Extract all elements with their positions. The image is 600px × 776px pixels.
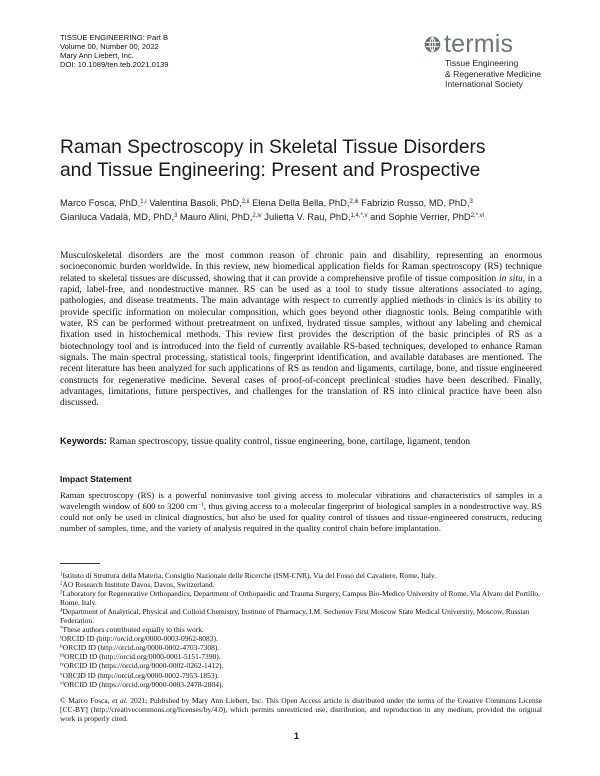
society-name-line: Tissue Engineering xyxy=(445,58,519,68)
author: and Sophie Verrier, PhD$^{2,*,vi}$ xyxy=(370,211,485,223)
author: Valentina Basoli, PhD,$^{2,ii}$ xyxy=(149,197,250,208)
society-name-line: International Society xyxy=(445,79,523,90)
affiliation-footnote: $^2$AO Research Institute Davos, Davos, Switzerland. xyxy=(60,580,215,590)
footnotes xyxy=(60,571,542,723)
orcid-footnote: $^i$ORCID ID (http://orcid.org/0000-0003-0962-8083). xyxy=(60,634,218,644)
author: Elena Della Bella, PhD,$^{2,iii}$ xyxy=(252,197,359,208)
orcid-footnote: $^v$ORCID ID (http://orcid.org/0000-0002-7953-1853). xyxy=(60,670,220,680)
author: Marco Fosca, PhD,$^{1,i}$ xyxy=(60,197,147,208)
footnote-divider xyxy=(60,563,100,564)
journal-volume: Volume 00, Number 00, 2022 xyxy=(60,42,159,52)
article-title xyxy=(60,137,540,182)
affiliation-footnote: $^1$Istituto di Struttura della Materia, Consiglio Nazionale delle Ricerche (ISM-CNR), Via del Fosso del Cavaliere, Rome, Italy. xyxy=(60,571,437,580)
orcid-footnote: $^{ii}$ORCID ID (http://orcid.org/0000-0002-4703-7308). xyxy=(60,643,220,653)
author: Gianluca Vadalà, MD, PhD,$^3$ xyxy=(60,211,178,223)
impact-text: Raman spectroscopy (RS) is a powerful noninvasive tool giving access to molecular vibrations and characteristics of samples in a wavelength window of 600 to 3200 $cm^{-1}$, thus giving access to a molecular fingerprint of biological samples in a nondestructive way. RS could not only be used in clinical diagnostics, but also be used for quality control of tissues and tissue-engineered constructs, reducing number of samples, time, and the variety of analysis required in the quality control chain before implantation. xyxy=(60,490,542,534)
journal-publisher: Mary Ann Liebert, Inc. xyxy=(60,51,134,61)
society-name xyxy=(445,58,554,90)
journal-doi: DOI: 10.1089/ten.teb.2021.0139 xyxy=(60,60,169,70)
copyright-notice: © Marco Fosca, et al. 2021; Published by Mary Ann Liebert, Inc. This Open Access article is distributed under the terms of the Creative Commons License [CC-BY] (http://creativecommons.org/licenses/by/4.0), which permits unrestricted use, distribution, and reproduction in any medium, provided the original work is properly cited. xyxy=(60,695,542,723)
author: Mauro Alini, PhD,$^{2,iv}$ xyxy=(179,211,262,223)
keywords xyxy=(60,436,542,449)
abstract xyxy=(60,251,542,410)
journal-name: TISSUE ENGINEERING: Part B xyxy=(60,33,169,42)
abstract-text: Musculoskeletal disorders are the most common reason of chronic pain and disability, representing an enormous socioeconomic burden worldwide. In this review, new biomedical application fields for Raman spectroscopy (RS) technique related to skeletal tissues are discussed, showing that it can provide a comprehensive profile of tissue composition in situ, in a rapid, label-free, and nondestructive manner. RS can be used as a tool to study tissue alterations associated to aging, pathologies, and disease treatments. The main advantage with respect to currently applied methods in clinics is its ability to provide specific information on molecular composition, which goes beyond other diagnostic tools. Being compatible with water, RS can be performed without pretreatment on unfixed, hydrated tissue samples, without any labeling and chemical fixation used in histochemical methods. This review first provides the description of the basic principles of RS as a biotechnology tool and is introduced into the field of currently available RS-based techniques, developed to enhance Raman signals. The main spectral processing, statistical tools, fingerprint identification, and available databases are mentioned. The recent literature has been analyzed for such applications of RS as tendon and ligaments, cartilage, bone, and tissue engineered constructs for regenerative medicine. Several cases of proof-of-concept preclinical studies have been described. Finally, advantages, limitations, future perspectives, and challenges for the translation of RS into clinical practice have been also discussed. xyxy=(60,251,543,409)
society-logo xyxy=(424,30,554,90)
affiliation-footnote: $^4$Department of Analytical, Physical and Colloid Chemistry, Institute of Pharmacy, I.M. Sechenov First Moscow State Medical University, Moscow, Russian Federation. xyxy=(60,607,530,626)
keywords-text: Raman spectroscopy, tissue quality control, tissue engineering, bone, cartilage, ligament, tendon xyxy=(109,437,471,447)
author-list xyxy=(60,196,545,225)
society-name-line: & Regenerative Medicine xyxy=(445,68,542,79)
author: Fabrizio Russo, MD, PhD,$^3$ xyxy=(361,197,473,208)
termis-globe-icon xyxy=(424,36,441,53)
title-line: Raman Spectroscopy in Skeletal Tissue Disorders xyxy=(60,137,486,158)
impact-heading: Impact Statement xyxy=(60,474,132,484)
affiliation-footnote: $^3$Laboratory for Regenerative Orthopaedics, Department of Orthopaedic and Trauma Surgery, Campus Bio-Medico University of Rome, Via Alvaro del Portillo, Rome, Italy. xyxy=(60,589,540,608)
orcid-footnote: $^{iii}$ORCID ID (http://orcid.org/0000-0001-5151-7390). xyxy=(60,652,221,662)
page-number: 1 xyxy=(294,731,300,741)
journal-info xyxy=(60,33,169,69)
author: Julietta V. Rau, PhD,$^{1,4,*,v}$ xyxy=(264,211,368,223)
termis-wordmark: termis xyxy=(444,30,514,58)
equal-contribution-note: *These authors contributed equally to this work. xyxy=(60,625,204,635)
orcid-footnote: $^{iv}$ORCID ID (https://orcid.org/0000-0002-0262-1412). xyxy=(60,661,224,671)
title-line: and Tissue Engineering: Present and Prospective xyxy=(60,159,481,181)
orcid-footnote: $^{vi}$ORCID ID (https://orcid.org/0000-0003-2478-2804). xyxy=(60,679,224,689)
keywords-label: Keywords: xyxy=(60,436,107,446)
